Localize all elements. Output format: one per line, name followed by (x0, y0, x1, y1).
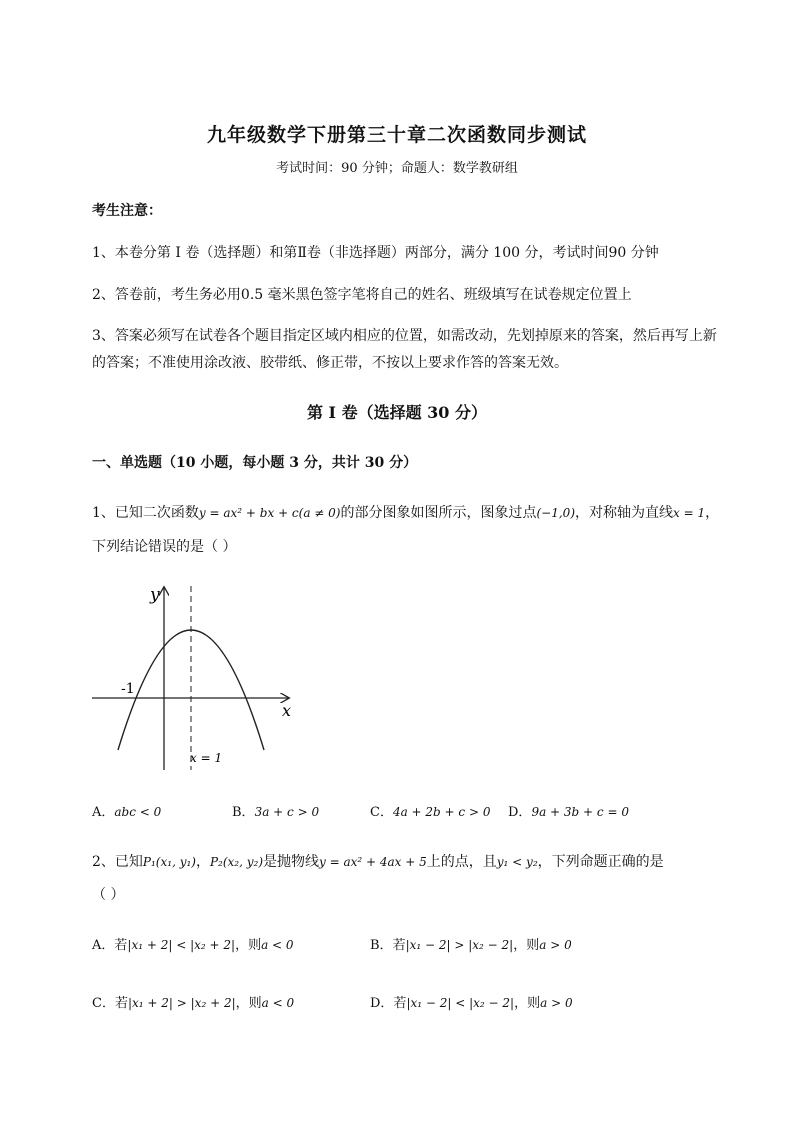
q2-p1: P₁(x₁, y₁) (142, 855, 196, 869)
option-then: ，则 (514, 996, 541, 1011)
option-text: 若 (114, 938, 128, 953)
q1-point: (−1,0) (536, 506, 576, 520)
q1-pre: 1、已知二次函数 (92, 505, 199, 521)
option-text: 若 (114, 996, 128, 1011)
note-item-2: 2、答卷前，考生务必用0.5 毫米黑色签字笔将自己的姓名、班级填写在试卷规定位置上 (92, 287, 632, 303)
option-then: ，则 (235, 996, 262, 1011)
option-letter: A． (92, 805, 115, 820)
question-1-stem (92, 502, 719, 522)
exam-info: 考试时间：90 分钟；命题人：数学教研组 (276, 161, 518, 176)
note-item-3: 3、答案必须写在试卷各个题目指定区域内相应的位置，如需改动，先划掉原来的答案，然后再写上新 (92, 328, 717, 344)
page-title: 九年级数学下册第三十章二次函数同步测试 (206, 124, 587, 146)
note-item-3-cont: 的答案；不准使用涂改液、胶带纸、修正带，不按以上要求作答的答案无效。 (92, 355, 568, 371)
q2-p2: P₂(x₂, y₂) (209, 855, 264, 869)
x-axis-label: x (282, 701, 292, 720)
q1-axis: x = 1 (673, 506, 706, 520)
q1-option-b[interactable] (232, 801, 319, 820)
option-text: 若 (392, 938, 406, 953)
option-then: ，则 (235, 938, 262, 953)
option-result: a < 0 (261, 938, 294, 952)
option-result: a < 0 (261, 996, 295, 1010)
option-letter: D． (508, 805, 532, 820)
question-1-line2: 下列结论错误的是（ ） (92, 539, 237, 555)
q2-condition: y₁ < y₂ (496, 855, 538, 869)
q2-pre: 2、已知 (92, 854, 143, 870)
q2-option-b[interactable] (370, 934, 572, 953)
q1-option-a[interactable] (92, 801, 161, 820)
option-letter: A． (92, 938, 115, 953)
q2-option-a[interactable] (92, 934, 294, 953)
q2-sep: ， (195, 854, 210, 870)
option-letter: D． (370, 996, 394, 1011)
question-2-stem (92, 851, 664, 871)
q1-mid2: ，对称轴为直线 (575, 505, 674, 521)
parabola-figure (88, 580, 308, 775)
option-letter: B． (232, 805, 255, 820)
option-expr: 9a + 3b + c = 0 (531, 805, 629, 819)
q1-option-c[interactable] (370, 801, 490, 820)
q2-end: ，下列命题正确的是 (537, 854, 664, 870)
question-2-line2: （ ） (92, 887, 125, 903)
option-expr: |x₁ − 2| > |x₂ − 2| (405, 938, 514, 952)
option-expr: |x₁ − 2| < |x₂ − 2| (406, 996, 515, 1010)
q1-function: y = ax² + bx + c(a ≠ 0) (198, 506, 341, 520)
symmetry-axis-label: x = 1 (190, 751, 223, 765)
q2-curve: y = ax² + 4ax + 5 (319, 855, 427, 869)
q2-option-d[interactable] (370, 992, 573, 1011)
option-expr: 4a + 2b + c > 0 (392, 805, 491, 819)
option-result: a > 0 (539, 938, 572, 952)
option-expr: 3a + c > 0 (254, 805, 320, 819)
q1-option-d[interactable] (508, 801, 629, 820)
option-letter: C． (92, 996, 115, 1011)
option-expr: abc < 0 (114, 805, 162, 819)
option-result: a > 0 (540, 996, 573, 1010)
y-axis-label: y (150, 585, 160, 605)
option-expr: |x₁ + 2| < |x₂ + 2| (127, 938, 236, 952)
option-text: 若 (393, 996, 407, 1011)
q1-mid: 的部分图象如图所示，图象过点 (340, 505, 537, 521)
neg-one-label: -1 (121, 681, 135, 697)
section-title: 第 I 卷（选择题 30 分） (306, 403, 488, 422)
option-letter: B． (370, 938, 393, 953)
q2-option-c[interactable] (92, 992, 294, 1011)
q1-end: ， (705, 505, 720, 521)
option-expr: |x₁ + 2| > |x₂ + 2| (127, 996, 236, 1010)
option-letter: C． (370, 805, 393, 820)
q2-mid2: 上的点，且 (426, 854, 497, 870)
notes-heading: 考生注意： (92, 203, 162, 219)
option-then: ，则 (513, 938, 540, 953)
note-item-1: 1、本卷分第 I 卷（选择题）和第Ⅱ卷（非选择题）两部分，满分 100 分，考试时间90 分钟 (92, 245, 659, 261)
q2-mid: 是抛物线 (263, 854, 320, 870)
question-group-heading: 一、单选题（10 小题，每小题 3 分，共计 30 分） (92, 455, 418, 471)
